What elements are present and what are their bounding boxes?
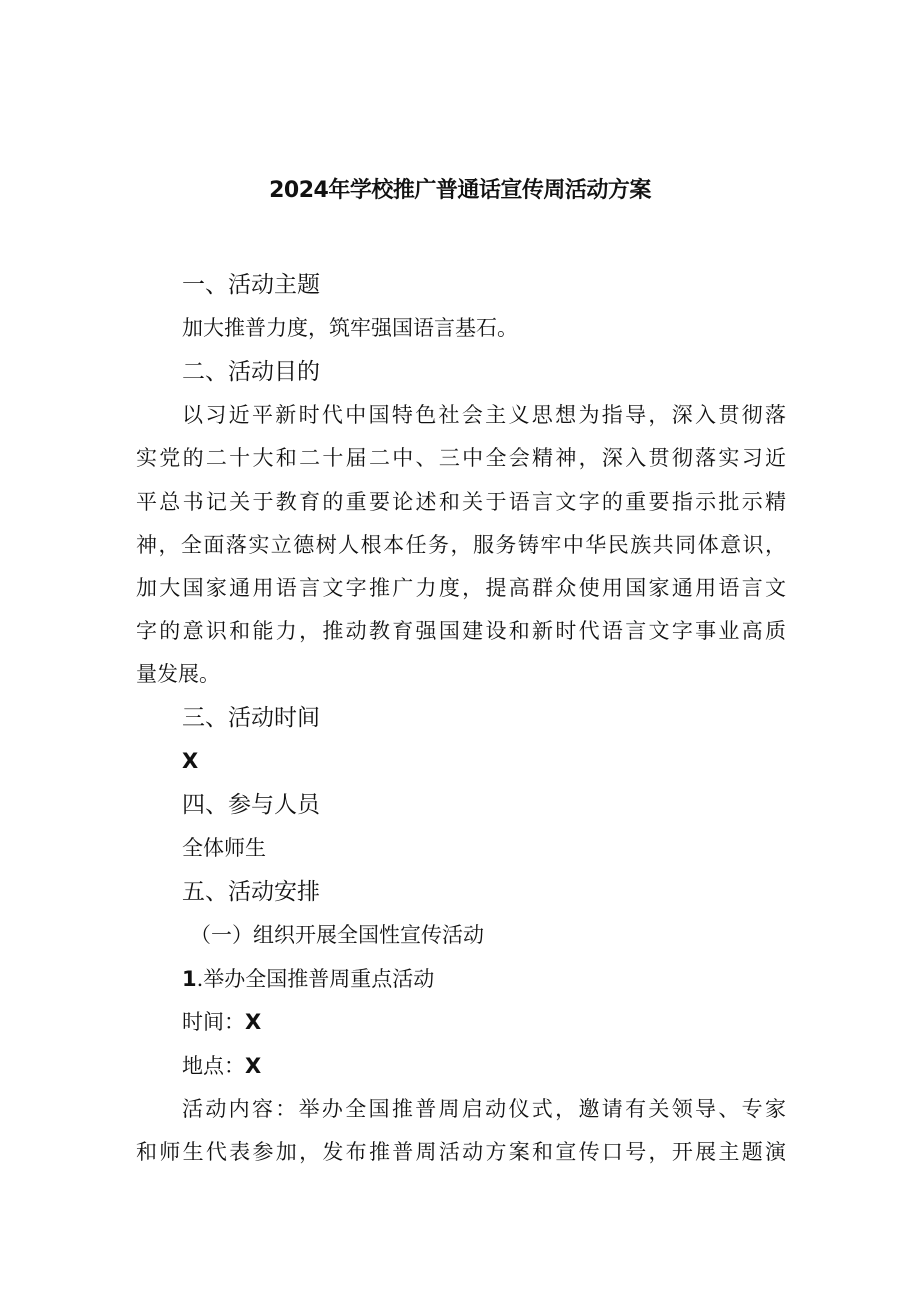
purpose-line-3: 平总书记关于教育的重要论述和关于语言文字的重要指示批示精	[136, 490, 786, 514]
section-heading-arrangement: 五、活动安排	[182, 879, 320, 905]
place-value: X	[245, 1054, 262, 1078]
item-1-text: .举办全国推普周重点活动	[196, 967, 435, 991]
activity-time-value: X	[182, 749, 199, 773]
time-value: X	[245, 1010, 262, 1034]
document-title: 2024年学校推广普通话宣传周活动方案	[269, 178, 651, 203]
purpose-line-4: 神，全面落实立德树人根本任务，服务铸牢中华民族共同体意识，	[136, 533, 786, 557]
content-line-2: 和师生代表参加，发布推普周活动方案和宣传口号，开展主题演	[136, 1140, 786, 1164]
section-heading-purpose: 二、活动目的	[182, 359, 320, 385]
section-heading-theme: 一、活动主题	[182, 272, 320, 298]
participants-text: 全体师生	[182, 836, 266, 860]
section-heading-time: 三、活动时间	[182, 705, 320, 731]
purpose-line-1: 以习近平新时代中国特色社会主义思想为指导，深入贯彻落	[182, 403, 786, 427]
place-label: 地点：	[182, 1054, 245, 1078]
place-row	[182, 1051, 261, 1081]
purpose-line-7: 量发展。	[136, 662, 220, 686]
item-1-title	[182, 964, 434, 994]
item-1-number: 1	[182, 967, 197, 991]
purpose-line-5: 加大国家通用语言文字推广力度，提高群众使用国家通用语言文	[136, 576, 786, 600]
content-line-1: 活动内容：举办全国推普周启动仪式，邀请有关领导、专家	[182, 1097, 786, 1121]
time-row	[182, 1007, 261, 1037]
section-heading-participants: 四、参与人员	[182, 792, 320, 818]
time-label: 时间：	[182, 1010, 245, 1034]
subsection-national-campaign: （一）组织开展全国性宣传活动	[190, 923, 484, 947]
theme-text: 加大推普力度，筑牢强国语言基石。	[182, 316, 518, 340]
purpose-line-2: 实党的二十大和二十届二中、三中全会精神，深入贯彻落实习近	[136, 446, 786, 470]
purpose-line-6: 字的意识和能力，推动教育强国建设和新时代语言文字事业高质	[136, 619, 786, 643]
